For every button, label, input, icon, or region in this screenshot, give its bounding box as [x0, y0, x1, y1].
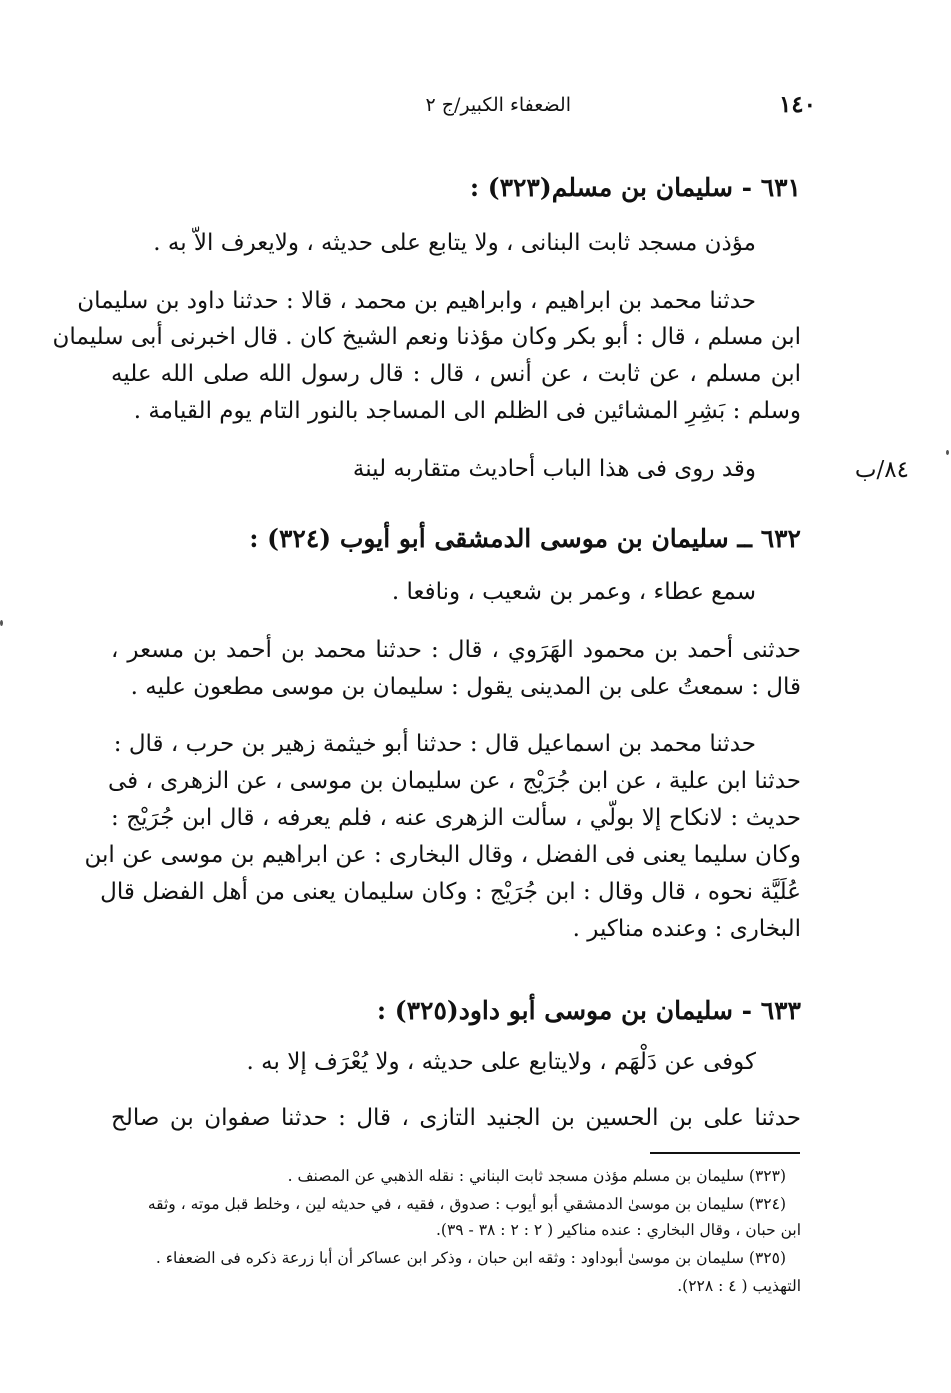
entry-631-line-4: ابن مسلم ، عن ثابت ، عن أنس ، قال : قال رسول الله صلى الله عليه: [111, 361, 801, 387]
footnote-324: (٣٢٤) سليمان بن موسىٰ الدمشقي أبو أيوب : صدوق ، فقيه ، في حديثه لين ، وخلط قبل موته ، وثقه: [147, 1195, 786, 1213]
entry-heading-633: ٦٣٣ - سليمان بن موسى أبو داود(٣٢٥) :: [376, 996, 801, 1025]
footnote-325-continued: التهذيب ( ٤ : ٢٢٨).: [677, 1277, 801, 1295]
entry-633-line-1: كوفى عن دَلْهَم ، ولايتابع على حديثه ، ولا يُعْرَف إلا به .: [246, 1049, 756, 1075]
entry-631-line-1: مؤذن مسجد ثابت البنانى ، ولا يتابع على حديثه ، ولايعرف الاّ به .: [153, 230, 756, 256]
entry-631-line-6: وقد روى فى هذا الباب أحاديث متقاربه لينة: [352, 456, 756, 482]
scan-speck: [946, 450, 949, 455]
footnote-324-continued: ابن حبان ، وقال البخاري : عنده مناكير ( ٢ : ٢ : ٣٨ - ٣٩).: [435, 1221, 801, 1239]
entry-heading-631: ٦٣١ - سليمان بن مسلم(٣٢٣) :: [469, 173, 801, 202]
entry-631-line-5: وسلم : بَشِرِ المشائين فى الظلم الى المساجد بالنور التام يوم القيامة .: [133, 398, 801, 424]
page-number: ١٤٠: [778, 91, 816, 118]
entry-631-line-2: حدثنا محمد بن ابراهيم ، وابراهيم بن محمد ، قالا : حدثنا داود بن سليمان: [77, 288, 756, 314]
entry-631-line-3: ابن مسلم ، قال : أبو بكر وكان مؤذنا ونعم الشيخ كان . قال اخبرنى أبى سليمان: [52, 324, 801, 350]
footnote-325: (٣٢٥) سليمان بن موسىٰ أبوداود : وثقه ابن حبان ، وذكر ابن عساكر أن أبا زرعة ذكره فى الضعفاء .: [155, 1249, 786, 1267]
footnote-divider: [650, 1152, 800, 1154]
entry-632-line-2: حدثنى أحمد بن محمود الهَرَوي ، قال : حدثنا محمد بن أحمد بن مسعر ،: [111, 637, 801, 663]
entry-632-line-8: عُلَيَّة نحوه ، قال وقال : ابن جُرَيْج : وكان سليمان يعنى من أهل الفضل قال: [100, 879, 801, 905]
scan-speck: [0, 620, 3, 626]
entry-632-line-3: قال : سمعتُ على بن المدينى يقول : سليمان بن موسى مطعون عليه .: [130, 674, 801, 700]
entry-632-line-6: حديث : لانكاح إلا بولّي ، سألت الزهرى عنه ، فلم يعرفه ، قال ابن جُرَيْج :: [111, 805, 801, 831]
entry-632-line-4: حدثنا محمد بن اسماعيل قال : حدثنا أبو خيثمة زهير بن حرب ، قال :: [113, 731, 756, 757]
entry-632-line-7: وكان سليما يعنى فى الفضل ، وقال البخارى : عن ابراهيم بن موسى عن ابن: [84, 842, 801, 868]
running-title: الضعفاء الكبير/ج ٢: [425, 94, 571, 116]
entry-632-line-1: سمع عطاء ، وعمر بن شعيب ، ونافعا .: [391, 579, 756, 605]
entry-632-line-5: حدثنا ابن علية ، عن ابن جُرَيْج ، عن سليمان بن موسى ، عن الزهرى ، فى: [107, 768, 801, 794]
margin-folio-note: ٨٤/ب: [854, 457, 909, 483]
entry-heading-632: ٦٣٢ ــ سليمان بن موسى الدمشقى أبو أيوب (٣٢٤) :: [249, 524, 801, 553]
entry-632-line-9: البخارى : وعنده مناكير .: [572, 916, 801, 942]
entry-633-line-2: حدثنا على بن الحسين بن الجنيد التازى ، قال : حدثنا صفوان بن صالح: [111, 1105, 801, 1131]
footnote-323: (٣٢٣) سليمان بن مسلم مؤذن مسجد ثابت البناني : نقله الذهبي عن المصنف .: [287, 1167, 786, 1185]
